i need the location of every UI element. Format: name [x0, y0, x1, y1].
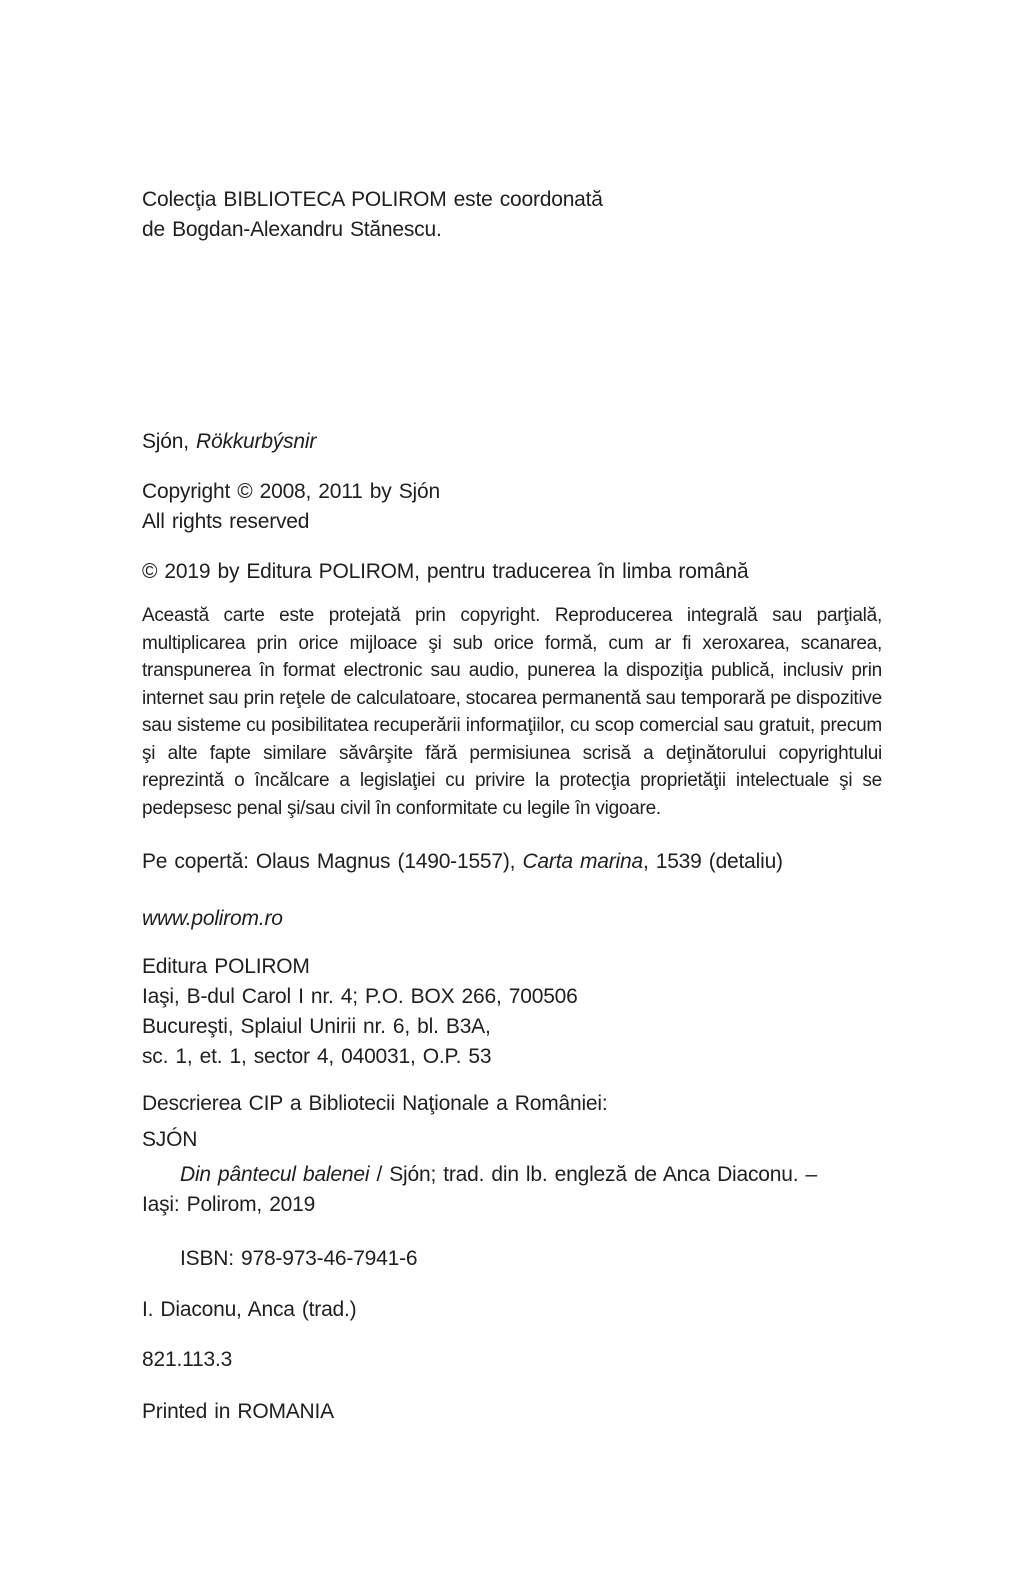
original-copyright: [142, 477, 882, 537]
cip-entry-line: [142, 1160, 882, 1190]
text-run: Din pântecul balenei: [180, 1163, 370, 1186]
series-note-line: Colecţia BIBLIOTECA POLIROM este coordonată: [142, 188, 603, 211]
cover-credit: [142, 847, 882, 877]
cip-translator: I. Diaconu, Anca (trad.): [142, 1298, 357, 1321]
text-run: / Sjón; trad. din lb. engleză de Anca Diaconu. –: [369, 1163, 817, 1186]
text-run: Rökkurbýsnir: [196, 430, 317, 453]
cip-heading: Descrierea CIP a Bibliotecii Naţionale a României:: [142, 1092, 608, 1115]
publisher-address-line: Iaşi, B-dul Carol I nr. 4; P.O. BOX 266, 700506: [142, 985, 578, 1008]
publisher-address-line: sc. 1, et. 1, sector 4, 040031, O.P. 53: [142, 1045, 492, 1068]
publisher-address: [142, 952, 882, 1072]
romanian-copyright: © 2019 by Editura POLIROM, pentru traducerea în limba română: [142, 560, 749, 583]
publisher-address-line: Bucureşti, Splaiul Unirii nr. 6, bl. B3A,: [142, 1015, 491, 1038]
publisher-name: Editura POLIROM: [142, 955, 310, 978]
series-note: [142, 185, 882, 245]
cip-entry-line: Iaşi: Polirom, 2019: [142, 1193, 316, 1216]
publisher-website: [142, 904, 882, 934]
original-copyright-line: Copyright © 2008, 2011 by Sjón: [142, 480, 440, 503]
text-run: Sjón,: [142, 430, 196, 453]
rights-notice: Această carte este protejată prin copyright. Reproducerea integrală sau parţială, multiplicarea prin orice mijloace şi sub orice formă, cum ar fi xeroxarea, scanarea, transpunerea în format electronic sau audio, punerea la dispoziţia publică, inclusiv prin internet sau prin reţele de calculatoare, stocarea permanentă sau temporară pe dispozitive sau sisteme cu posibilitatea recuperării informaţiilor, cu scop comercial sau gratuit, precum şi alte fapte similare săvârşite fără permisiunea scrisă a deţinătorului copyrightului reprezintă o încălcare a legislaţiei cu privire la protecţia proprietăţii intelectuale şi se pedepsesc penal şi/sau civil în conformitate cu legile în vigoare.: [142, 605, 882, 819]
text-run: Pe copertă: Olaus Magnus (1490-1557),: [142, 850, 523, 873]
original-copyright-line: All rights reserved: [142, 510, 310, 533]
original-title-line: [142, 427, 882, 457]
cip-udc: 821.113.3: [142, 1348, 233, 1371]
text-run: Carta marina: [522, 850, 643, 873]
text-run: www.polirom.ro: [142, 907, 283, 930]
printed-in: Printed in ROMANIA: [142, 1400, 334, 1423]
cip-author: SJÓN: [142, 1128, 198, 1151]
cip-entry: [142, 1160, 882, 1220]
series-note-line: de Bogdan-Alexandru Stănescu.: [142, 218, 442, 241]
text-run: , 1539 (detaliu): [642, 850, 783, 873]
cip-isbn: ISBN: 978-973-46-7941-6: [180, 1247, 418, 1270]
